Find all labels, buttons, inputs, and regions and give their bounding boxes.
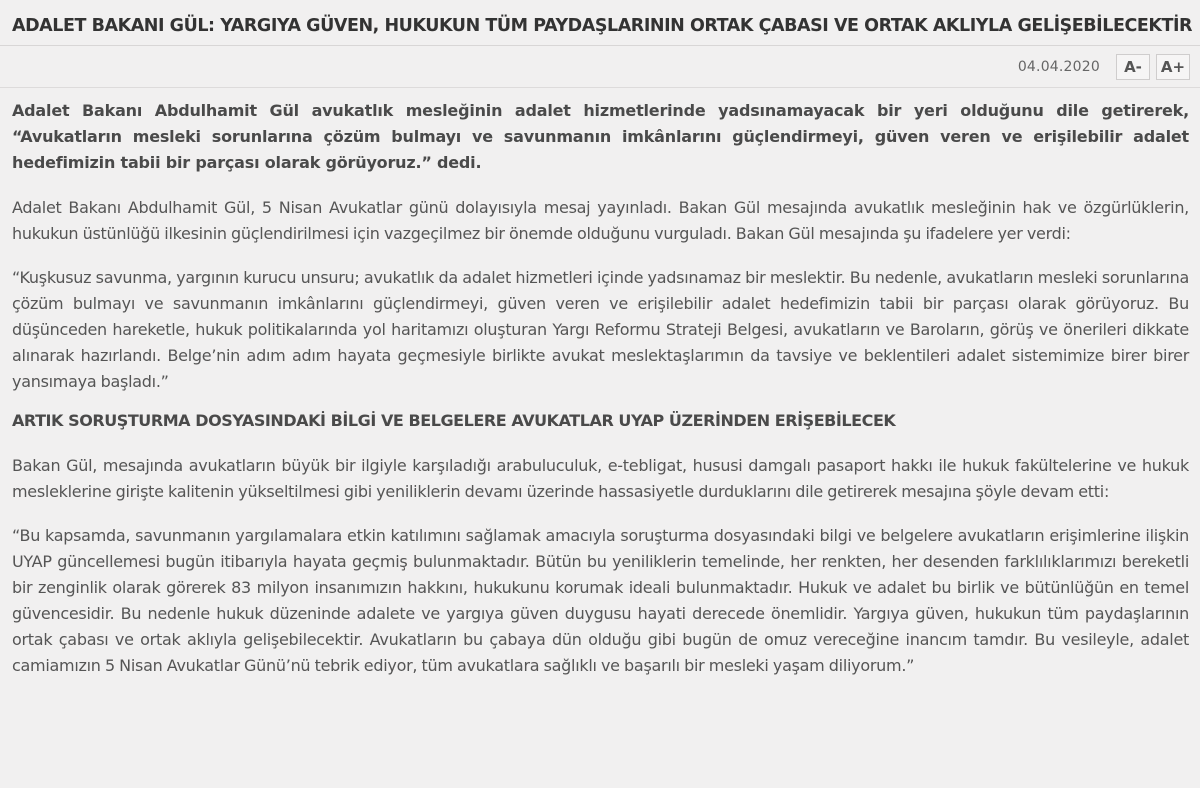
article-paragraph-2: “Kuşkusuz savunma, yargının kurucu unsuru; avukatlık da adalet hizmetleri içinde yadsınamaz bir meslektir. Bu nedenle, avukatların mesleki sorunlarına çözüm bulmayı ve savunmanın imkânlarını güçlendirmeyi, güven veren ve erişilebilir adalet hedefimizin tabii bir parçası olarak görüyoruz. Bu düşünceden hareketle, hukuk politikalarında yol haritamızı oluşturan Yargı Reformu Strateji Belgesi, avukatların ve Baroların, görüş ve önerileri dikkate alınarak hazırlandı. Belge’nin adım adım hayata geçmesiyle birlikte avukat meslektaşlarımın da tavsiye ve beklentileri adalet sistemimize birer birer yansımaya başladı.” [12, 268, 1189, 391]
meta-divider [0, 87, 1200, 88]
article-paragraph-1: Adalet Bakanı Abdulhamit Gül, 5 Nisan Avukatlar günü dolayısıyla mesaj yayınladı. Bakan Gül mesajında avukatlık mesleğinin hak ve özgürlüklerin, hukukun üstünlüğü ilkesinin güçlendirilmesi için vazgeçilmez bir önemde olduğunu vurguladı. Bakan Gül mesajında şu ifadelere yer verdi: [12, 198, 1189, 243]
article-paragraph-4: “Bu kapsamda, savunmanın yargılamalara etkin katılımını sağlamak amacıyla soruşturma dosyasındaki bilgi ve belgelere avukatların erişimlerine ilişkin UYAP güncellemesi bugün itibarıyla hayata geçmiş bulunmaktadır. Bütün bu yeniliklerin temelinde, her renkten, her desenden farklılıklarımızı bereketli bir zenginlik olarak görerek 83 milyon insanımızın hakkını, hukukunu korumak ideali bulunmaktadır. Hukuk ve adalet bu birlik ve bütünlüğün en temel güvencesidir. Bu nedenle hukuk düzeninde adalete ve yargıya güven duygusu hayati derecede önemlidir. Yargıya güven, hukukun tüm paydaşlarının ortak çabası ve ortak aklıyla gelişebilecektir. Avukatların bu çabaya dün olduğu gibi bugün de omuz vereceğine inancım tamdır. Bu vesileyle, adalet camiamızın 5 Nisan Avukatlar Günü’nü tebrik ediyor, tüm avukatlara sağlıklı ve başarılı bir mesleki yaşam diliyorum.” [12, 526, 1189, 675]
article-body [12, 98, 1189, 679]
article-paragraph-3: Bakan Gül, mesajında avukatların büyük bir ilgiyle karşıladığı arabuluculuk, e-tebligat, hususi damgalı pasaport hakkı ile hukuk fakültelerine ve hukuk mesleklerine girişte kalitenin yükseltilmesi gibi yeniliklerin devamı üzerinde hassasiyetle durduklarını dile getirerek mesajına şöyle devam etti: [12, 456, 1189, 501]
article-meta-bar [1018, 53, 1190, 81]
article-title: ADALET BAKANI GÜL: YARGIYA GÜVEN, HUKUKUN TÜM PAYDAŞLARININ ORTAK ÇABASI VE ORTAK AKLIYLA GELİŞEBİLECEKTİR [12, 16, 1193, 36]
article-lead: Adalet Bakanı Abdulhamit Gül avukatlık mesleğinin adalet hizmetlerinde yadsınamayacak bir yeri olduğunu dile getirerek, “Avukatların mesleki sorunlarına çözüm bulmayı ve savunmanın imkânlarını güçlendirmeyi, güven veren ve erişilebilir adalet hedefimizin tabii bir parçası olarak görüyoruz.” dedi. [12, 101, 1189, 172]
article-subheading: ARTIK SORUŞTURMA DOSYASINDAKİ BİLGİ VE BELGELERE AVUKATLAR UYAP ÜZERİNDEN ERİŞEBİLECEK [12, 411, 896, 430]
article-date: 04.04.2020 [1017, 59, 1100, 75]
font-increase-button[interactable]: A+ [1156, 54, 1190, 80]
font-decrease-button[interactable]: A- [1116, 54, 1150, 80]
title-divider [0, 45, 1200, 46]
